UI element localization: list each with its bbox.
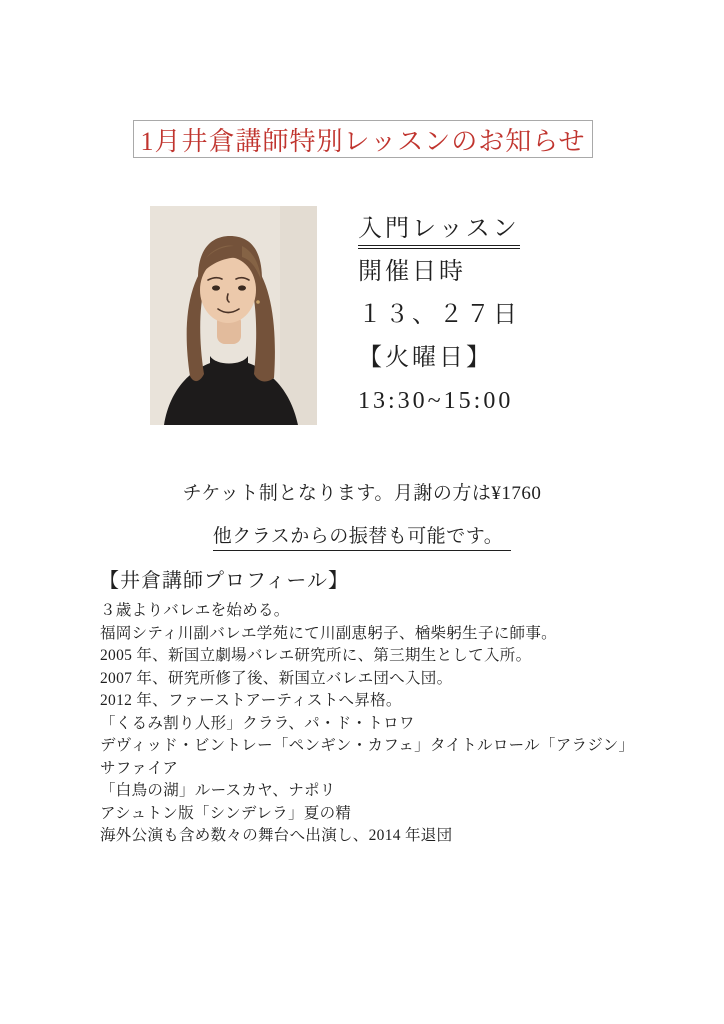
profile-line: 2005 年、新国立劇場バレエ研究所に、第三期生として入所。 xyxy=(100,647,532,664)
page-title: 1月井倉講師特別レッスンのお知らせ xyxy=(140,126,586,156)
profile-line: 「白鳥の湖」ルースカヤ、ナポリ xyxy=(100,782,336,799)
profile-line: 海外公演も含め数々の舞台へ出演し、2014 年退団 xyxy=(100,827,453,844)
lesson-details xyxy=(358,216,618,431)
profile-line: デヴィッド・ビントレー「ペンギン・カフェ」タイトルロール「アラジン」 xyxy=(100,737,635,754)
instructor-portrait-graphic xyxy=(150,206,317,425)
transfer-note xyxy=(0,521,724,548)
profile-line: ３歳よりバレエを始める。 xyxy=(100,602,290,619)
profile-body xyxy=(100,600,645,848)
lesson-dates: １３、２７日 xyxy=(358,302,520,328)
profile-line: 「くるみ割り人形」クララ、パ・ド・トロワ xyxy=(100,714,415,732)
lesson-time: 13:30~15:00 xyxy=(358,388,514,414)
lesson-weekday: 【火曜日】 xyxy=(358,345,493,371)
profile-heading: 【井倉講師プロフィール】 xyxy=(99,570,349,592)
title-box xyxy=(133,120,593,158)
instructor-photo xyxy=(150,206,317,425)
profile-line: 福岡シティ川副バレエ学苑にて川副恵躬子、楢柴躬生子に師事。 xyxy=(100,624,557,642)
profile-line: 2012 年、ファーストアーティストへ昇格。 xyxy=(100,692,402,709)
ticket-note: チケット制となります。月謝の方は¥1760 xyxy=(182,483,542,504)
course-name-text: 入門レッスン xyxy=(358,216,520,249)
profile-line: アシュトン版「シンデレラ」夏の精 xyxy=(100,804,352,822)
lesson-course-name xyxy=(358,216,618,242)
profile-line: 2007 年、研究所修了後、新国立バレエ団へ入団。 xyxy=(100,669,453,687)
profile-line: サファイア xyxy=(100,759,179,777)
transfer-note-text: 他クラスからの振替も可能です。 xyxy=(213,526,511,551)
lesson-schedule-heading: 開催日時 xyxy=(358,259,466,285)
